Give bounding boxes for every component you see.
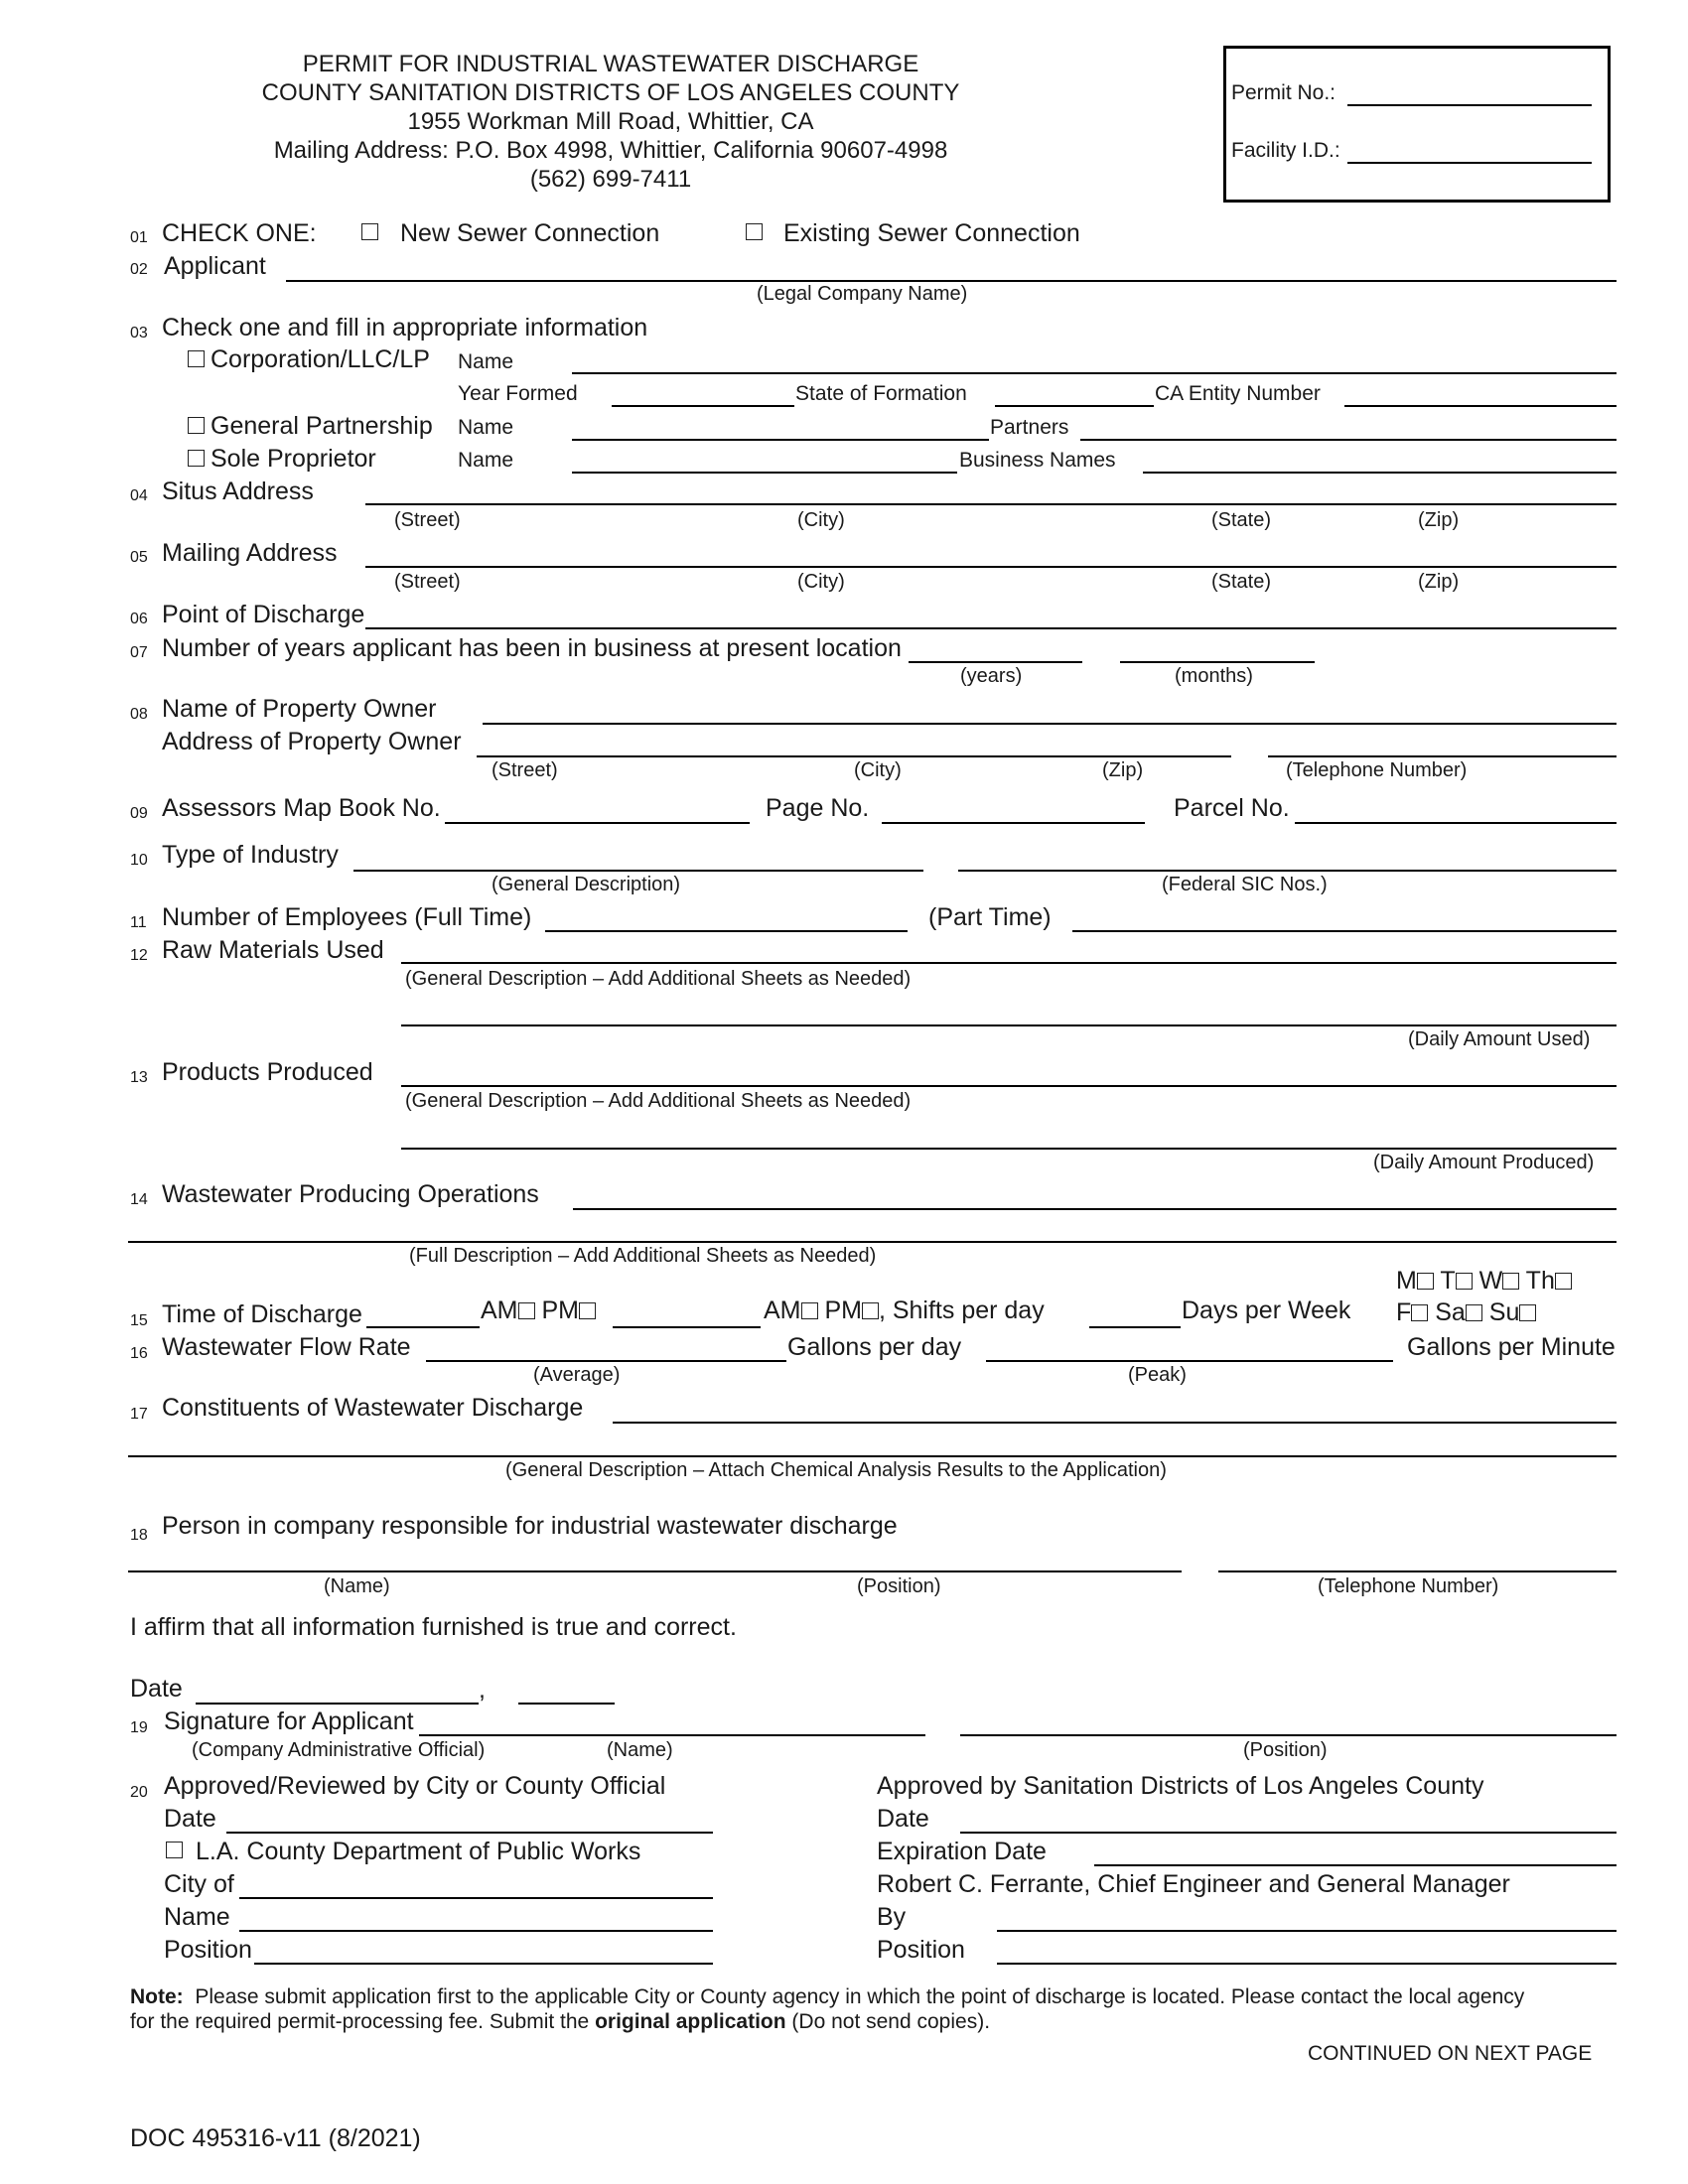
point-of-discharge-field[interactable] [365, 627, 1617, 629]
by-field[interactable] [997, 1930, 1617, 1932]
am-label: AM [481, 1297, 518, 1324]
day-th: Th [1525, 1267, 1555, 1295]
mailing-address-label: Mailing Address [162, 539, 338, 567]
item-number: 20 [130, 1784, 148, 1801]
weekday-row-2 [1396, 1298, 1536, 1327]
item-number: 15 [130, 1312, 148, 1329]
legal-company-name-caption: (Legal Company Name) [757, 283, 968, 305]
end-am-checkbox[interactable] [801, 1302, 818, 1319]
admin-official-caption: (Company Administrative Official) [192, 1739, 486, 1761]
city-county-approval-title: Approved/Reviewed by City or County Official [164, 1772, 666, 1800]
agency-name: COUNTY SANITATION DISTRICTS OF LOS ANGELES COUNTY [261, 79, 960, 106]
responsible-phone-field[interactable] [1218, 1570, 1617, 1572]
responsible-person-label: Person in company responsible for industrial wastewater discharge [162, 1512, 898, 1540]
months-field[interactable] [1120, 661, 1315, 663]
note-text-1: Please submit application first to the applicable City or County agency in which the point of discharge is located. Please contact the local agency [195, 1985, 1525, 2008]
city-official-position-label: Position [164, 1936, 252, 1964]
new-sewer-checkbox[interactable] [361, 223, 378, 240]
ca-entity-field[interactable] [1344, 405, 1617, 407]
years-field[interactable] [909, 661, 1082, 663]
item-number: 04 [130, 487, 148, 504]
signer-name-caption: (Name) [607, 1739, 673, 1761]
note-label: Note: [130, 1985, 184, 2008]
owner-zip-caption: (Zip) [1102, 759, 1144, 781]
situs-address-label: Situs Address [162, 478, 314, 505]
position-caption: (Position) [857, 1575, 941, 1597]
year-formed-field[interactable] [612, 405, 794, 407]
item-number: 02 [130, 261, 148, 278]
products-amount-field[interactable] [401, 1148, 1617, 1150]
average-flow-field[interactable] [426, 1360, 786, 1362]
start-am-option [481, 1297, 596, 1325]
day-w-checkbox[interactable] [1502, 1273, 1519, 1290]
facility-id-field[interactable] [1347, 162, 1592, 164]
general-description-caption: (General Description) [492, 874, 681, 895]
note-line-1 [130, 1985, 1524, 2009]
day-th-checkbox[interactable] [1555, 1273, 1572, 1290]
sign-date-field[interactable] [196, 1703, 479, 1705]
by-label: By [877, 1903, 907, 1931]
discharge-end-field[interactable] [613, 1326, 761, 1328]
constituents-label: Constituents of Wastewater Discharge [162, 1394, 584, 1422]
day-su: Su [1488, 1298, 1520, 1326]
item-number: 17 [130, 1406, 148, 1423]
owner-street-caption: (Street) [492, 759, 558, 781]
partners-field[interactable] [1080, 439, 1617, 441]
average-caption: (Average) [533, 1364, 621, 1386]
item-number: 12 [130, 947, 148, 964]
signature-field[interactable] [419, 1734, 925, 1736]
page-no-label: Page No. [766, 794, 870, 822]
day-t-checkbox[interactable] [1456, 1273, 1473, 1290]
peak-flow-field[interactable] [986, 1360, 1393, 1362]
item-number: 14 [130, 1191, 148, 1208]
wastewater-operations-field-2[interactable] [128, 1241, 1617, 1243]
raw-materials-field[interactable] [401, 962, 1617, 964]
day-m: M [1396, 1267, 1417, 1295]
signer-position-field[interactable] [960, 1734, 1617, 1736]
raw-materials-label: Raw Materials Used [162, 936, 384, 964]
products-produced-label: Products Produced [162, 1058, 373, 1086]
note-text-2a: for the required permit-processing fee. Submit the [130, 2010, 596, 2033]
mailing-state-caption: (State) [1211, 571, 1272, 593]
item-number: 13 [130, 1069, 148, 1086]
name-caption: (Name) [324, 1575, 390, 1597]
daily-amount-used-caption: (Daily Amount Used) [1408, 1028, 1591, 1050]
sp-name-field[interactable] [572, 472, 957, 474]
city-official-position-field[interactable] [254, 1963, 713, 1965]
item-number: 11 [130, 914, 147, 931]
products-produced-field[interactable] [401, 1085, 1617, 1087]
telephone-caption: (Telephone Number) [1318, 1575, 1499, 1597]
end-am-option [764, 1297, 1045, 1325]
partners-label: Partners [990, 416, 1069, 439]
sanitation-position-field[interactable] [997, 1963, 1617, 1965]
new-sewer-label: New Sewer Connection [400, 219, 660, 247]
pm-label: PM [824, 1297, 862, 1324]
sanitation-position-label: Position [877, 1936, 965, 1964]
agency-phone: (562) 699-7411 [529, 166, 692, 193]
sic-numbers-field[interactable] [958, 870, 1617, 872]
existing-sewer-checkbox[interactable] [746, 223, 763, 240]
day-su-checkbox[interactable] [1519, 1304, 1536, 1321]
days-per-week-label: Days per Week [1182, 1297, 1351, 1324]
gallons-per-day-label: Gallons per day [787, 1333, 962, 1361]
full-description-caption: (Full Description – Add Additional Sheets as Needed) [409, 1245, 877, 1267]
map-book-label: Assessors Map Book No. [162, 794, 441, 822]
business-names-field[interactable] [1143, 472, 1617, 474]
start-pm-checkbox[interactable] [579, 1302, 596, 1319]
situs-street-caption: (Street) [394, 509, 461, 531]
products-caption: (General Description – Add Additional Sheets as Needed) [405, 1090, 912, 1112]
map-book-field[interactable] [445, 822, 750, 824]
corporation-label: Corporation/LLC/LP [211, 345, 430, 373]
item-number: 19 [130, 1719, 148, 1736]
employees-label: Number of Employees (Full Time) [162, 903, 532, 931]
years-in-business-label: Number of years applicant has been in business at present location [162, 634, 902, 662]
sanitation-date-field[interactable] [960, 1832, 1617, 1834]
existing-sewer-label: Existing Sewer Connection [783, 219, 1080, 247]
corp-name-label: Name [458, 350, 514, 373]
owner-phone-caption: (Telephone Number) [1286, 759, 1468, 781]
constituents-field-2[interactable] [128, 1455, 1617, 1457]
property-owner-label: Name of Property Owner [162, 695, 437, 723]
city-official-name-label: Name [164, 1903, 230, 1931]
end-pm-checkbox[interactable] [862, 1302, 879, 1319]
form-title: PERMIT FOR INDUSTRIAL WASTEWATER DISCHARGE [302, 51, 919, 77]
property-owner-address-field[interactable] [477, 755, 1231, 757]
item-number: 06 [130, 611, 148, 627]
ladpw-label: L.A. County Department of Public Works [196, 1838, 641, 1865]
office-use-box [1223, 46, 1611, 203]
state-formation-field[interactable] [995, 405, 1154, 407]
facility-id-label: Facility I.D.: [1231, 139, 1340, 162]
entity-type-label: Check one and fill in appropriate information [162, 314, 648, 341]
note-text-2c: (Do not send copies). [785, 2010, 991, 2033]
raw-materials-amount-field[interactable] [401, 1024, 1617, 1026]
day-f: F [1396, 1298, 1412, 1326]
item-number: 01 [130, 229, 148, 246]
item-number: 05 [130, 549, 148, 566]
sanitation-approval-title: Approved by Sanitation Districts of Los Angeles County [877, 1772, 1484, 1800]
corporation-checkbox[interactable] [188, 350, 205, 367]
situs-zip-caption: (Zip) [1418, 509, 1460, 531]
item-number: 09 [130, 805, 148, 822]
year-formed-label: Year Formed [458, 382, 578, 405]
state-formation-label: State of Formation [795, 382, 967, 405]
ladpw-checkbox[interactable] [166, 1842, 183, 1858]
mailing-street-caption: (Street) [394, 571, 461, 593]
day-m-checkbox[interactable] [1417, 1273, 1434, 1290]
affirmation-statement: I affirm that all information furnished is true and correct. [130, 1613, 737, 1641]
months-caption: (months) [1175, 665, 1253, 687]
industry-description-field[interactable] [353, 870, 923, 872]
responsible-name-position-field[interactable] [128, 1570, 1182, 1572]
city-date-label: Date [164, 1805, 216, 1833]
parcel-no-label: Parcel No. [1174, 794, 1290, 822]
gp-name-label: Name [458, 416, 514, 439]
employees-part-time-field[interactable] [1072, 930, 1617, 932]
constituents-field[interactable] [613, 1422, 1617, 1424]
item-number: 03 [130, 325, 148, 341]
situs-address-field[interactable] [365, 503, 1617, 505]
property-owner-phone-field[interactable] [1268, 755, 1617, 757]
property-owner-field[interactable] [483, 723, 1617, 725]
applicant-label: Applicant [164, 252, 266, 280]
date-label: Date [130, 1675, 183, 1703]
pm-label: PM [541, 1297, 579, 1324]
item-number: 07 [130, 644, 148, 661]
daily-amount-produced-caption: (Daily Amount Produced) [1373, 1152, 1595, 1173]
sanitation-date-label: Date [877, 1805, 929, 1833]
part-time-label: (Part Time) [928, 903, 1052, 931]
point-of-discharge-label: Point of Discharge [162, 601, 365, 628]
am-label: AM [764, 1297, 801, 1324]
start-am-checkbox[interactable] [518, 1302, 535, 1319]
mailing-city-caption: (City) [797, 571, 845, 593]
continued-notice: CONTINUED ON NEXT PAGE [1308, 2042, 1593, 2065]
city-official-name-field[interactable] [239, 1930, 713, 1932]
gp-name-field[interactable] [572, 439, 989, 441]
city-of-label: City of [164, 1870, 234, 1898]
document-id: DOC 495316-v11 (8/2021) [130, 2124, 421, 2152]
business-names-label: Business Names [959, 449, 1116, 472]
page-no-field[interactable] [882, 822, 1145, 824]
item-number: 08 [130, 706, 148, 723]
check-one-label: CHECK ONE: [162, 219, 317, 247]
corp-name-field[interactable] [572, 372, 1617, 374]
wastewater-operations-field[interactable] [573, 1208, 1617, 1210]
signature-label: Signature for Applicant [164, 1707, 414, 1735]
note-line-2 [130, 2010, 990, 2034]
general-partnership-label: General Partnership [211, 412, 433, 440]
situs-state-caption: (State) [1211, 509, 1272, 531]
signer-position-caption: (Position) [1243, 1739, 1328, 1761]
item-number: 10 [130, 852, 148, 869]
property-owner-address-label: Address of Property Owner [162, 728, 462, 755]
years-caption: (years) [960, 665, 1023, 687]
day-t: T [1440, 1267, 1456, 1295]
mailing-zip-caption: (Zip) [1418, 571, 1460, 593]
wastewater-operations-label: Wastewater Producing Operations [162, 1180, 539, 1208]
discharge-start-field[interactable] [366, 1326, 480, 1328]
shifts-field[interactable] [1089, 1326, 1181, 1328]
expiration-date-field[interactable] [1094, 1864, 1617, 1866]
chemical-analysis-caption: (General Description – Attach Chemical Analysis Results to the Application) [505, 1459, 1167, 1481]
raw-materials-caption: (General Description – Add Additional Sheets as Needed) [405, 968, 912, 990]
time-of-discharge-label: Time of Discharge [162, 1300, 362, 1328]
day-f-checkbox[interactable] [1411, 1304, 1428, 1321]
agency-mailing: Mailing Address: P.O. Box 4998, Whittier, California 90607-4998 [273, 137, 948, 164]
sp-name-label: Name [458, 449, 514, 472]
sic-caption: (Federal SIC Nos.) [1162, 874, 1328, 895]
applicant-field[interactable] [286, 280, 1617, 282]
sign-year-field[interactable] [518, 1703, 615, 1705]
mailing-address-field[interactable] [365, 566, 1617, 568]
shifts-label: , Shifts per day [878, 1297, 1045, 1324]
expiration-date-label: Expiration Date [877, 1838, 1047, 1865]
weekday-row-1 [1396, 1267, 1572, 1296]
day-sa: Sa [1435, 1298, 1466, 1326]
sole-proprietor-checkbox[interactable] [188, 450, 205, 467]
city-date-field[interactable] [226, 1832, 713, 1834]
peak-caption: (Peak) [1128, 1364, 1187, 1386]
general-partnership-checkbox[interactable] [188, 417, 205, 434]
chief-engineer-text: Robert C. Ferrante, Chief Engineer and General Manager [877, 1870, 1510, 1898]
day-w: W [1478, 1267, 1503, 1295]
date-comma: , [479, 1676, 486, 1704]
owner-city-caption: (City) [854, 759, 902, 781]
parcel-no-field[interactable] [1295, 822, 1617, 824]
city-of-field[interactable] [239, 1897, 713, 1899]
item-number: 16 [130, 1345, 148, 1362]
employees-full-time-field[interactable] [545, 930, 908, 932]
situs-city-caption: (City) [797, 509, 845, 531]
type-of-industry-label: Type of Industry [162, 841, 339, 869]
item-number: 18 [130, 1527, 148, 1544]
flow-rate-label: Wastewater Flow Rate [162, 1333, 411, 1361]
day-sa-checkbox[interactable] [1466, 1304, 1482, 1321]
permit-no-field[interactable] [1347, 104, 1592, 106]
note-original-application: original application [595, 2010, 786, 2033]
agency-street: 1955 Workman Mill Road, Whittier, CA [407, 108, 814, 135]
gallons-per-minute-label: Gallons per Minute [1407, 1333, 1616, 1361]
permit-no-label: Permit No.: [1231, 81, 1336, 104]
sole-proprietor-label: Sole Proprietor [211, 445, 376, 473]
ca-entity-label: CA Entity Number [1155, 382, 1321, 405]
